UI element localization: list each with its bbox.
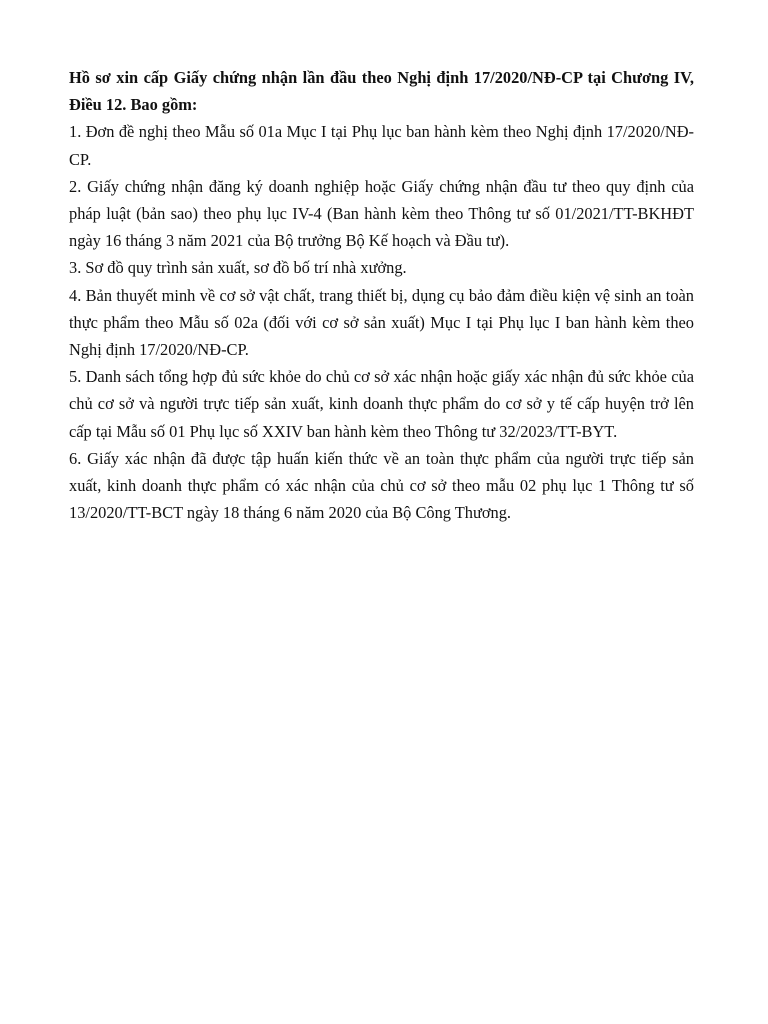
- document-heading: Hồ sơ xin cấp Giấy chứng nhận lần đầu theo Nghị định 17/2020/NĐ-CP tại Chương IV, Điều 12. Bao gồm:: [69, 68, 694, 115]
- list-item: 5. Danh sách tổng hợp đủ sức khỏe do chủ cơ sở xác nhận hoặc giấy xác nhận đủ sức khỏe của chủ cơ sở và người trực tiếp sản xuất, kinh doanh thực phẩm do cơ sở y tế cấp huyện trở lên cấp tại Mẫu số 01 Phụ lục số XXIV ban hành kèm theo Thông tư 32/2023/TT-BYT.: [69, 367, 694, 441]
- list-item: 2. Giấy chứng nhận đăng ký doanh nghiệp hoặc Giấy chứng nhận đầu tư theo quy định của pháp luật (bản sao) theo phụ lục IV-4 (Ban hành kèm theo Thông tư số 01/2021/TT-BKHĐT ngày 16 tháng 3 năm 2021 của Bộ trưởng Bộ Kế hoạch và Đầu tư).: [69, 176, 694, 251]
- list-item: 6. Giấy xác nhận đã được tập huấn kiến thức về an toàn thực phẩm của người trực tiếp sản xuất, kinh doanh thực phẩm có xác nhận của chủ cơ sở theo mẫu 02 phụ lục 1 Thông tư số 13/2020/TT-BCT ngày 18 tháng 6 năm 2020 của Bộ Công Thương.: [69, 448, 694, 523]
- list-item: 3. Sơ đồ quy trình sản xuất, sơ đồ bố trí nhà xưởng.: [69, 258, 407, 278]
- list-item: 1. Đơn đề nghị theo Mẫu số 01a Mục I tại Phụ lục ban hành kèm theo Nghị định 17/2020/NĐ-CP.: [69, 122, 694, 169]
- list-item: 4. Bản thuyết minh về cơ sở vật chất, trang thiết bị, dụng cụ bảo đảm điều kiện vệ sinh an toàn thực phẩm theo Mẫu số 02a (đối với cơ sở sản xuất) Mục I tại Phụ lục I ban hành kèm theo Nghị định 17/2020/NĐ-CP.: [69, 285, 694, 360]
- document-page: [69, 64, 694, 526]
